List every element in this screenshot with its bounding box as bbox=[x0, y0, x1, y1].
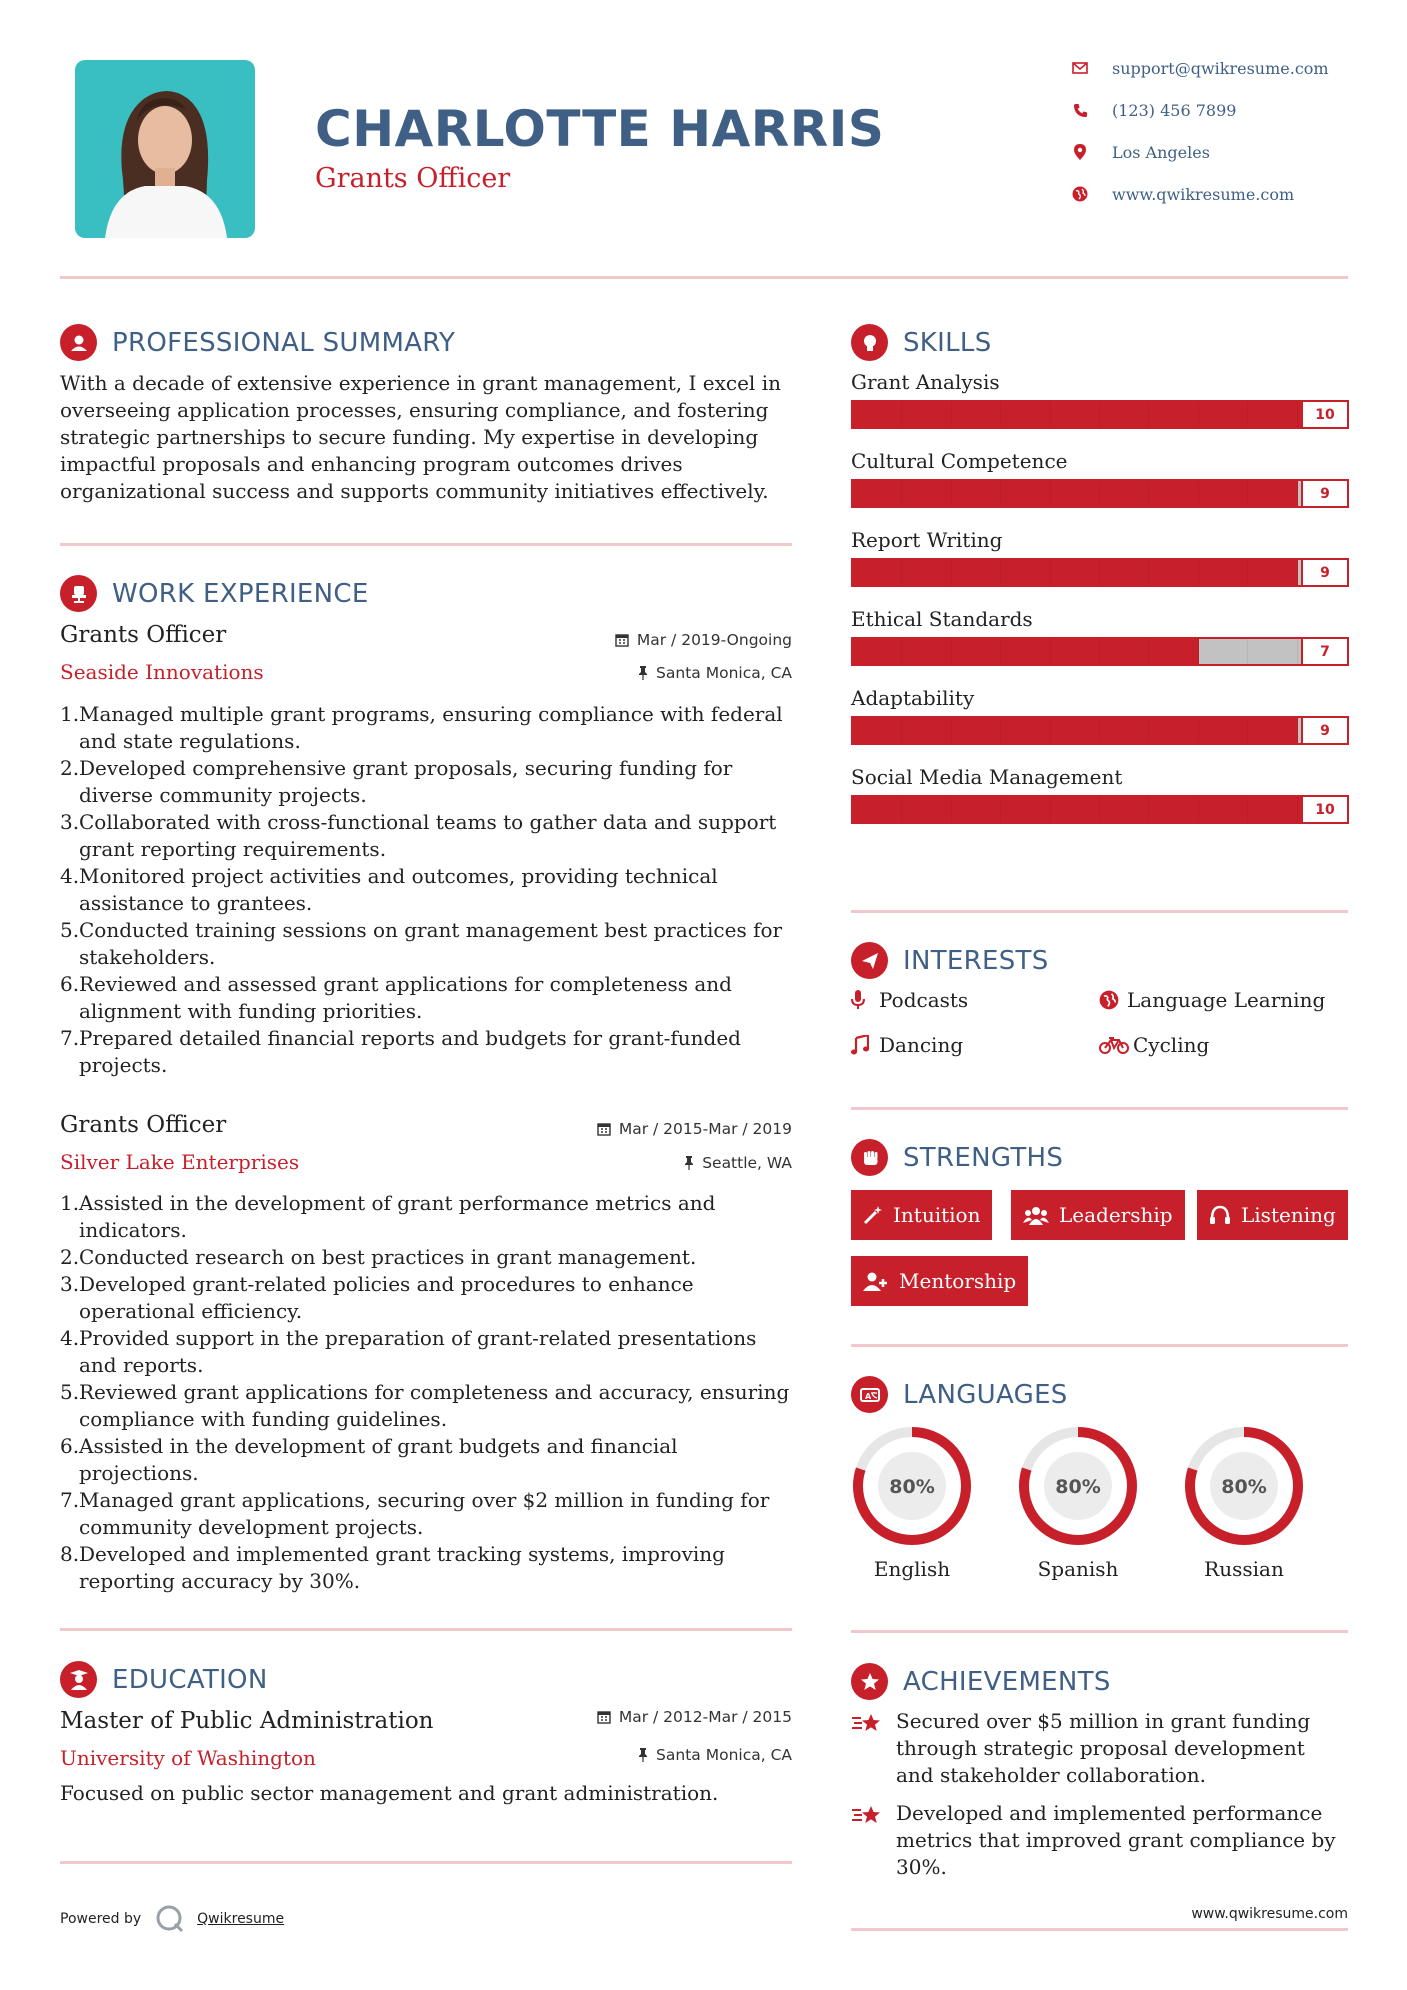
skill-bar-segment bbox=[1149, 797, 1198, 822]
skill-bar-segment bbox=[952, 402, 1001, 427]
skill-bar-segment bbox=[952, 560, 1001, 585]
experience-heading bbox=[60, 575, 369, 612]
skill-bar-segment bbox=[853, 718, 902, 743]
job-1-location bbox=[500, 664, 792, 682]
interest-label: Language Learning bbox=[1127, 988, 1326, 1012]
skill-item bbox=[851, 449, 1349, 508]
skill-bar-segment bbox=[1051, 560, 1100, 585]
language-item bbox=[1017, 1425, 1139, 1581]
calendar-icon bbox=[597, 1710, 611, 1724]
header-divider bbox=[60, 276, 1348, 279]
skill-bar-segment bbox=[902, 639, 951, 664]
skill-bar-segment bbox=[902, 481, 951, 506]
globe-icon bbox=[1099, 990, 1127, 1010]
star-badge-icon bbox=[851, 1663, 888, 1700]
interests-title: INTERESTS bbox=[903, 945, 1049, 976]
skill-bar-segment bbox=[1248, 718, 1297, 743]
strength-mentorship bbox=[851, 1256, 1028, 1306]
interest-label: Cycling bbox=[1133, 1033, 1210, 1057]
strengths-divider bbox=[851, 1344, 1348, 1347]
skill-bar-segment bbox=[1199, 639, 1248, 664]
achievement-text: Secured over $5 million in grant funding through strategic proposal development and stakeholder collaboration. bbox=[896, 1709, 1311, 1787]
education-degree: Master of Public Administration bbox=[60, 1708, 434, 1734]
skill-bar-segment bbox=[1051, 718, 1100, 743]
languages-divider bbox=[851, 1630, 1348, 1633]
strength-intuition bbox=[851, 1190, 992, 1240]
strengths-heading bbox=[851, 1139, 1063, 1176]
skill-bar-segment bbox=[1001, 797, 1050, 822]
microphone-icon bbox=[851, 990, 879, 1010]
interest-cycling bbox=[1099, 1033, 1209, 1057]
skills-divider bbox=[851, 910, 1348, 913]
achievement-item bbox=[851, 1708, 1336, 1789]
language-ring bbox=[1183, 1425, 1305, 1547]
profile-photo bbox=[75, 60, 255, 238]
skill-bar-segment bbox=[853, 560, 902, 585]
list-item: Assisted in the development of grant budgets and financial projections. bbox=[79, 1434, 678, 1485]
job-2-dates bbox=[500, 1120, 792, 1138]
contact-email-text: support@qwikresume.com bbox=[1112, 58, 1329, 78]
candidate-title: Grants Officer bbox=[315, 163, 511, 194]
skill-bar-segment bbox=[1199, 402, 1248, 427]
skill-bar-segment bbox=[1100, 481, 1149, 506]
skill-bar-segment bbox=[1051, 402, 1100, 427]
skill-bar-segment bbox=[1149, 639, 1198, 664]
calendar-icon bbox=[615, 633, 629, 647]
music-note-icon bbox=[851, 1035, 879, 1055]
skill-bar-segment bbox=[1199, 797, 1248, 822]
skill-bar bbox=[851, 637, 1349, 666]
skill-bar-segment bbox=[1199, 481, 1248, 506]
contact-email[interactable] bbox=[1070, 58, 1370, 78]
skill-score: 9 bbox=[1301, 481, 1347, 506]
languages-title: LANGUAGES bbox=[903, 1379, 1068, 1410]
list-item: Reviewed and assessed grant applications for completeness and alignment with funding priorities. bbox=[79, 972, 732, 1023]
interest-label: Dancing bbox=[879, 1033, 964, 1057]
phone-icon bbox=[1070, 100, 1090, 120]
strength-label: Leadership bbox=[1059, 1203, 1173, 1227]
job-2-location bbox=[500, 1154, 792, 1172]
skill-bar-segment bbox=[1001, 481, 1050, 506]
education-school: University of Washington bbox=[60, 1746, 316, 1770]
experience-title: WORK EXPERIENCE bbox=[112, 578, 369, 609]
skill-bar-segment bbox=[1199, 718, 1248, 743]
pushpin-icon bbox=[684, 1156, 694, 1170]
skill-bar-segment bbox=[952, 639, 1001, 664]
skill-bar bbox=[851, 479, 1349, 508]
globe-icon bbox=[1070, 184, 1090, 204]
education-dates-text: Mar / 2012-Mar / 2015 bbox=[618, 1708, 792, 1726]
skill-name: Adaptability bbox=[851, 686, 975, 710]
skill-item bbox=[851, 528, 1349, 587]
skill-bar-segment bbox=[1100, 718, 1149, 743]
skill-name: Ethical Standards bbox=[851, 607, 1033, 631]
language-name: Spanish bbox=[1037, 1557, 1119, 1581]
skill-bar-segment bbox=[902, 402, 951, 427]
envelope-icon bbox=[1070, 58, 1090, 78]
skill-bar-segment bbox=[853, 639, 902, 664]
skill-name: Social Media Management bbox=[851, 765, 1123, 789]
summary-divider bbox=[60, 543, 792, 546]
job-2-company: Silver Lake Enterprises bbox=[60, 1150, 300, 1174]
list-item: Developed grant-related policies and procedures to enhance operational efficiency. bbox=[79, 1272, 694, 1323]
translate-icon bbox=[851, 1376, 888, 1413]
user-plus-icon bbox=[863, 1271, 889, 1291]
strength-label: Intuition bbox=[893, 1203, 981, 1227]
interest-dancing bbox=[851, 1033, 963, 1057]
magic-wand-icon bbox=[863, 1205, 883, 1225]
language-percent: 80% bbox=[1055, 1476, 1101, 1498]
fist-icon bbox=[851, 1139, 888, 1176]
interest-podcasts bbox=[851, 988, 968, 1012]
list-item: Managed grant applications, securing over $2 million in funding for community development projects. bbox=[79, 1488, 770, 1539]
skill-item bbox=[851, 370, 1349, 429]
powered-by bbox=[60, 1904, 284, 1934]
skill-bar-segment bbox=[952, 481, 1001, 506]
language-percent: 80% bbox=[1221, 1476, 1267, 1498]
skills-heading bbox=[851, 324, 992, 361]
skill-bar-segment bbox=[1051, 797, 1100, 822]
skill-bar-segment bbox=[1199, 560, 1248, 585]
svg-text:A: A bbox=[864, 1391, 871, 1401]
contact-website-text: www.qwikresume.com bbox=[1112, 184, 1295, 204]
achievements-title: ACHIEVEMENTS bbox=[903, 1666, 1111, 1697]
strength-leadership bbox=[1011, 1190, 1185, 1240]
skill-item bbox=[851, 607, 1349, 666]
education-divider bbox=[60, 1861, 792, 1864]
skill-bar-segment bbox=[1001, 560, 1050, 585]
candidate-name: CHARLOTTE HARRIS bbox=[315, 100, 885, 158]
skill-bar-segment bbox=[952, 718, 1001, 743]
skill-name: Cultural Competence bbox=[851, 449, 1068, 473]
interests-divider bbox=[851, 1107, 1348, 1110]
achievement-item bbox=[851, 1800, 1336, 1881]
skill-name: Grant Analysis bbox=[851, 370, 1000, 394]
skill-bar-segment bbox=[1149, 718, 1198, 743]
summary-title: PROFESSIONAL SUMMARY bbox=[112, 327, 456, 358]
languages-heading bbox=[851, 1376, 1068, 1413]
language-item bbox=[851, 1425, 973, 1581]
office-chair-icon bbox=[60, 575, 97, 612]
contact-phone-text: (123) 456 7899 bbox=[1112, 100, 1237, 120]
footer-website[interactable]: www.qwikresume.com bbox=[1191, 1906, 1348, 1922]
achievement-text: Developed and implemented performance metrics that improved grant compliance by 30%. bbox=[896, 1801, 1336, 1879]
skill-bar bbox=[851, 716, 1349, 745]
skill-score: 7 bbox=[1301, 639, 1347, 664]
skill-bar-segment bbox=[1248, 797, 1297, 822]
list-item: Developed comprehensive grant proposals, securing funding for diverse community projects. bbox=[79, 756, 733, 807]
shooting-star-icon bbox=[851, 1708, 896, 1789]
pushpin-icon bbox=[638, 1748, 648, 1762]
bicycle-icon bbox=[1099, 1036, 1133, 1054]
skill-bar-segment bbox=[1248, 402, 1297, 427]
language-name: Russian bbox=[1204, 1557, 1284, 1581]
education-location bbox=[500, 1746, 792, 1764]
job-2-responsibilities bbox=[60, 1190, 800, 1595]
skill-bar-segment bbox=[853, 481, 902, 506]
skill-bar-segment bbox=[1149, 481, 1198, 506]
interest-label: Podcasts bbox=[879, 988, 969, 1012]
job-1-responsibilities bbox=[60, 701, 800, 1079]
skill-bar-segment bbox=[1149, 402, 1198, 427]
shooting-star-icon bbox=[851, 1800, 896, 1881]
brand-link[interactable]: Qwikresume bbox=[197, 1911, 285, 1927]
skill-score: 10 bbox=[1301, 402, 1347, 427]
skills-list bbox=[851, 370, 1349, 824]
list-item: Assisted in the development of grant performance metrics and indicators. bbox=[79, 1191, 716, 1242]
skill-item bbox=[851, 686, 1349, 745]
strength-label: Mentorship bbox=[899, 1269, 1017, 1293]
strength-label: Listening bbox=[1241, 1203, 1336, 1227]
interest-language-learning bbox=[1099, 988, 1325, 1012]
job-1-dates bbox=[500, 631, 792, 649]
list-item: Managed multiple grant programs, ensuring compliance with federal and state regulations. bbox=[79, 702, 783, 753]
user-circle-icon bbox=[60, 324, 97, 361]
skill-bar-segment bbox=[1248, 560, 1297, 585]
skill-bar-segment bbox=[902, 718, 951, 743]
skill-bar-segment bbox=[952, 797, 1001, 822]
summary-text: With a decade of extensive experience in grant management, I excel in overseeing application processes, ensuring compliance, and fostering strategic partnerships to secure funding. My expertise in developing impactful proposals and enhancing program outcomes drives organizational success and supports community initiatives effectively. bbox=[60, 371, 781, 503]
education-description: Focused on public sector management and grant administration. bbox=[60, 1781, 719, 1805]
list-item: Monitored project activities and outcomes, providing technical assistance to grantees. bbox=[79, 864, 718, 915]
skill-bar-segment bbox=[853, 402, 902, 427]
skill-bar-segment bbox=[1001, 402, 1050, 427]
skill-bar-segment bbox=[1001, 639, 1050, 664]
list-item: Conducted research on best practices in grant management. bbox=[79, 1245, 697, 1269]
job-1-title: Grants Officer bbox=[60, 622, 227, 648]
list-item: Collaborated with cross-functional teams to gather data and support grant reporting requirements. bbox=[79, 810, 777, 861]
education-dates bbox=[500, 1708, 792, 1726]
skill-item bbox=[851, 765, 1349, 824]
contact-phone[interactable] bbox=[1070, 100, 1370, 120]
skill-bar-segment bbox=[1001, 718, 1050, 743]
education-heading bbox=[60, 1661, 268, 1698]
skill-score: 9 bbox=[1301, 718, 1347, 743]
list-item: Developed and implemented grant tracking systems, improving reporting accuracy by 30%. bbox=[79, 1542, 725, 1593]
skill-bar-segment bbox=[902, 560, 951, 585]
users-icon bbox=[1023, 1205, 1049, 1225]
achievements-heading bbox=[851, 1663, 1111, 1700]
language-name: English bbox=[873, 1557, 951, 1581]
qwikresume-logo-icon bbox=[155, 1904, 185, 1934]
job-1-dates-text: Mar / 2019-Ongoing bbox=[636, 631, 792, 649]
skill-bar-segment bbox=[1100, 402, 1149, 427]
skill-bar-segment bbox=[1051, 481, 1100, 506]
education-location-text: Santa Monica, CA bbox=[656, 1746, 792, 1764]
skill-bar bbox=[851, 795, 1349, 824]
skill-bar-segment bbox=[902, 797, 951, 822]
skill-name: Report Writing bbox=[851, 528, 1003, 552]
skill-bar-segment bbox=[1248, 639, 1297, 664]
calendar-icon bbox=[597, 1122, 611, 1136]
skill-bar-segment bbox=[1248, 481, 1297, 506]
skill-bar-segment bbox=[853, 797, 902, 822]
list-item: Prepared detailed financial reports and budgets for grant-funded projects. bbox=[79, 1026, 741, 1077]
skill-bar-segment bbox=[1149, 560, 1198, 585]
list-item: Provided support in the preparation of grant-related presentations and reports. bbox=[79, 1326, 757, 1377]
job-1-company: Seaside Innovations bbox=[60, 660, 264, 684]
skill-bar-segment bbox=[1051, 639, 1100, 664]
contact-location bbox=[1070, 142, 1370, 162]
education-title: EDUCATION bbox=[112, 1664, 268, 1695]
powered-by-text: Powered by bbox=[60, 1911, 142, 1927]
skills-title: SKILLS bbox=[903, 327, 992, 358]
list-item: Reviewed grant applications for completeness and accuracy, ensuring compliance with funding guidelines. bbox=[79, 1380, 790, 1431]
pushpin-icon bbox=[638, 666, 648, 680]
language-ring bbox=[851, 1425, 973, 1547]
job-1-location-text: Santa Monica, CA bbox=[656, 664, 792, 682]
strengths-title: STRENGTHS bbox=[903, 1142, 1064, 1173]
skill-bar-segment bbox=[1100, 560, 1149, 585]
language-percent: 80% bbox=[889, 1476, 935, 1498]
language-item bbox=[1183, 1425, 1305, 1581]
interests-heading bbox=[851, 942, 1049, 979]
lightbulb-icon bbox=[851, 324, 888, 361]
list-item: Conducted training sessions on grant management best practices for stakeholders. bbox=[79, 918, 783, 969]
paper-plane-icon bbox=[851, 942, 888, 979]
job-2-dates-text: Mar / 2015-Mar / 2019 bbox=[618, 1120, 792, 1138]
skill-bar-segment bbox=[1100, 639, 1149, 664]
contact-location-text: Los Angeles bbox=[1112, 142, 1210, 162]
graduate-icon bbox=[60, 1661, 97, 1698]
map-pin-icon bbox=[1070, 142, 1090, 162]
footer-divider bbox=[851, 1928, 1348, 1931]
strength-listening bbox=[1197, 1190, 1348, 1240]
skill-bar bbox=[851, 400, 1349, 429]
skill-bar-segment bbox=[1100, 797, 1149, 822]
summary-heading bbox=[60, 324, 455, 361]
job-2-title: Grants Officer bbox=[60, 1112, 227, 1138]
experience-divider bbox=[60, 1628, 792, 1631]
skill-bar bbox=[851, 558, 1349, 587]
contact-website[interactable] bbox=[1070, 184, 1370, 204]
job-2-location-text: Seattle, WA bbox=[702, 1154, 792, 1172]
skill-score: 9 bbox=[1301, 560, 1347, 585]
skill-score: 10 bbox=[1301, 797, 1347, 822]
language-ring bbox=[1017, 1425, 1139, 1547]
headphones-icon bbox=[1209, 1205, 1231, 1225]
